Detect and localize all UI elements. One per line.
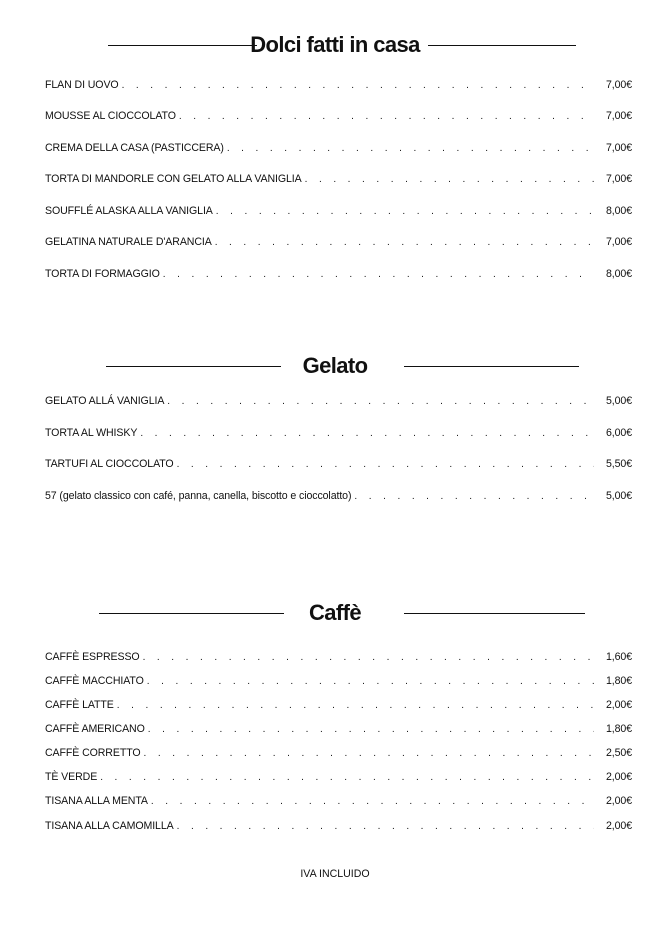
menu-item-name: TORTA DI FORMAGGIO	[45, 268, 160, 280]
menu-item-price: 8,00€	[605, 205, 632, 217]
dot-leader	[143, 650, 594, 666]
menu-item	[45, 697, 632, 713]
menu-item	[45, 793, 632, 809]
menu-item-name: TISANA ALLA MENTA	[45, 795, 148, 807]
menu-item-price: 1,80€	[605, 723, 632, 735]
menu-item	[45, 140, 632, 156]
menu-item-name: TARTUFI AL CIOCCOLATO	[45, 458, 174, 470]
menu-item-name: GELATO ALLÁ VANIGLIA	[45, 395, 165, 407]
menu-item-name: CAFFÈ CORRETTO	[45, 747, 141, 759]
menu-item-price: 7,00€	[605, 110, 632, 122]
dot-leader	[354, 489, 594, 505]
section-heading: Gelato	[302, 353, 368, 378]
menu-item-price: 1,80€	[605, 675, 632, 687]
dot-leader	[179, 109, 594, 125]
dot-leader	[177, 819, 594, 835]
menu-item-name: TORTA DI MANDORLE CON GELATO ALLA VANIGLIA	[45, 173, 302, 185]
menu-item	[45, 649, 632, 665]
dot-leader	[216, 204, 594, 220]
menu-item-name: CAFFÈ LATTE	[45, 699, 114, 711]
menu-item-name: FLAN DI UOVO	[45, 79, 119, 91]
menu-item-price: 8,00€	[605, 268, 632, 280]
dot-leader	[117, 698, 594, 714]
menu-item	[45, 266, 632, 282]
title-rule-right	[404, 366, 579, 367]
menu-item-name: 57 (gelato classico con café, panna, canella, biscotto e cioccolatto)	[45, 490, 352, 502]
dot-leader	[100, 770, 594, 786]
dot-leader	[147, 674, 594, 690]
menu-item	[45, 745, 632, 761]
menu-item	[45, 673, 632, 689]
menu-item	[45, 77, 632, 93]
section-heading: Caffè	[308, 600, 361, 625]
menu-item-name: CREMA DELLA CASA (PASTICCERA)	[45, 142, 224, 154]
menu-item-name: CAFFÈ ESPRESSO	[45, 651, 140, 663]
menu-item	[45, 393, 632, 409]
dot-leader	[227, 141, 594, 157]
menu-item	[45, 456, 632, 472]
menu-item-price: 7,00€	[605, 79, 632, 91]
menu-item-price: 2,00€	[605, 820, 632, 832]
dot-leader	[305, 172, 594, 188]
menu-item	[45, 818, 632, 834]
menu-item	[45, 171, 632, 187]
menu-item-name: TISANA ALLA CAMOMILLA	[45, 820, 174, 832]
menu-item-price: 2,00€	[605, 795, 632, 807]
menu-item-price: 2,50€	[605, 747, 632, 759]
menu-item-price: 6,00€	[605, 427, 632, 439]
section-title-caffe	[0, 597, 670, 629]
section-heading: Dolci fatti in casa	[250, 32, 420, 57]
menu-item-price: 7,00€	[605, 142, 632, 154]
dot-leader	[167, 394, 594, 410]
dot-leader	[144, 746, 594, 762]
menu-item-price: 2,00€	[605, 699, 632, 711]
dot-leader	[151, 794, 594, 810]
menu-item-name: SOUFFLÉ ALASKA ALLA VANIGLIA	[45, 205, 213, 217]
dot-leader	[177, 457, 594, 473]
menu-item-price: 5,00€	[605, 395, 632, 407]
menu-item-name: GELATINA NATURALE D'ARANCIA	[45, 236, 212, 248]
menu-item	[45, 721, 632, 737]
menu-item-price: 2,00€	[605, 771, 632, 783]
dot-leader	[215, 235, 594, 251]
dot-leader	[140, 426, 594, 442]
menu-item-price: 5,50€	[605, 458, 632, 470]
menu-item-name: TORTA AL WHISKY	[45, 427, 138, 439]
menu-item-name: TÈ VERDE	[45, 771, 98, 783]
menu-item-price: 5,00€	[605, 490, 632, 502]
section-title-dolci	[0, 29, 670, 61]
menu-item	[45, 488, 632, 504]
menu-item-price: 1,60€	[605, 651, 632, 663]
menu-item-price: 7,00€	[605, 236, 632, 248]
title-rule-right	[428, 45, 576, 46]
dot-leader	[122, 78, 594, 94]
menu-item	[45, 234, 632, 250]
menu-item-name: CAFFÈ AMERICANO	[45, 723, 145, 735]
title-rule-right	[404, 613, 585, 614]
menu-item-name: MOUSSE AL CIOCCOLATO	[45, 110, 176, 122]
dot-leader	[163, 267, 594, 283]
dot-leader	[148, 722, 594, 738]
menu-item-price: 7,00€	[605, 173, 632, 185]
menu-item	[45, 108, 632, 124]
menu-item	[45, 769, 632, 785]
section-title-gelato	[0, 350, 670, 382]
menu-item	[45, 425, 632, 441]
menu-item-name: CAFFÈ MACCHIATO	[45, 675, 144, 687]
menu-item	[45, 203, 632, 219]
tax-note: IVA INCLUIDO	[300, 868, 370, 880]
